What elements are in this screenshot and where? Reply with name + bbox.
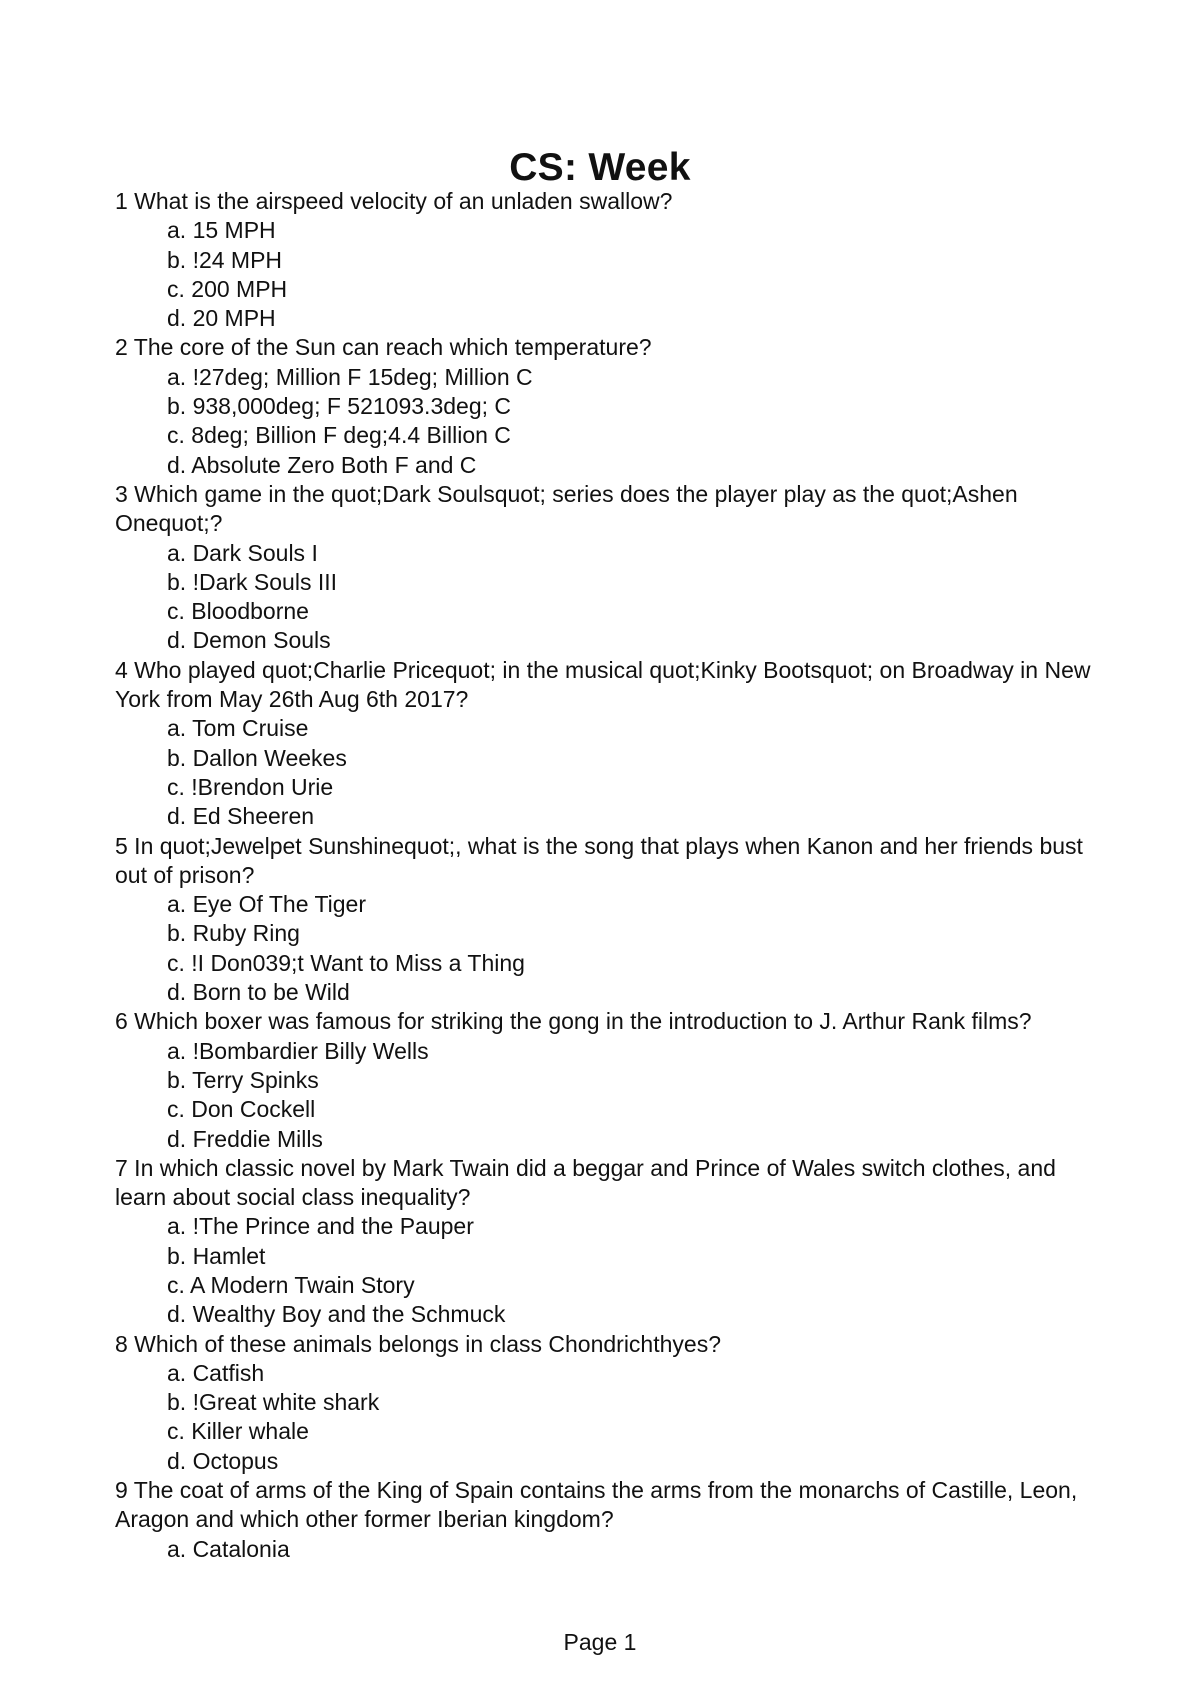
answer-option: a. Catfish xyxy=(167,1359,265,1386)
answer-options xyxy=(115,216,1095,333)
question-text: 7 In which classic novel by Mark Twain did a beggar and Prince of Wales switch clothes, and learn about social class inequality? xyxy=(115,1154,1056,1211)
question-8 xyxy=(115,1330,1095,1476)
answer-option: c. 8deg; Billion F deg;4.4 Billion C xyxy=(167,422,511,449)
answer-options xyxy=(115,363,1095,480)
answer-option: c. !Brendon Urie xyxy=(167,773,334,800)
question-9 xyxy=(115,1476,1095,1564)
question-6 xyxy=(115,1007,1095,1153)
answer-option: d. Demon Souls xyxy=(167,627,331,654)
page-number: Page 1 xyxy=(563,1629,637,1655)
question-text: 9 The coat of arms of the King of Spain contains the arms from the monarchs of Castille, Leon, Aragon and which other former Iberian kingdom? xyxy=(115,1477,1078,1533)
answer-option: d. Freddie Mills xyxy=(167,1125,323,1152)
answer-option: c. A Modern Twain Story xyxy=(167,1271,415,1298)
question-4 xyxy=(115,656,1095,832)
answer-option: a. Eye Of The Tiger xyxy=(167,891,367,918)
answer-option: c. Don Cockell xyxy=(167,1096,316,1123)
answer-option: c. Killer whale xyxy=(167,1418,309,1445)
answer-option: b. Ruby Ring xyxy=(167,920,300,947)
answer-option: b. Hamlet xyxy=(167,1242,266,1269)
answer-option: a. Dark Souls I xyxy=(167,539,318,566)
question-2 xyxy=(115,333,1095,479)
question-7 xyxy=(115,1154,1095,1330)
answer-option: a. 15 MPH xyxy=(167,217,276,244)
answer-option: d. Wealthy Boy and the Schmuck xyxy=(167,1301,506,1328)
answer-options xyxy=(115,1037,1095,1154)
answer-option: b. 938,000deg; F 521093.3deg; C xyxy=(167,393,512,420)
question-text: 1 What is the airspeed velocity of an unladen swallow? xyxy=(115,188,673,214)
question-text: 8 Which of these animals belongs in class Chondrichthyes? xyxy=(115,1330,721,1357)
answer-option: d. Octopus xyxy=(167,1447,279,1474)
answer-option: a. !Bombardier Billy Wells xyxy=(167,1037,429,1064)
question-list xyxy=(115,187,1095,1564)
question-text: 6 Which boxer was famous for striking the gong in the introduction to J. Arthur Rank films? xyxy=(115,1008,1032,1035)
answer-option: c. 200 MPH xyxy=(167,275,288,302)
question-text: 2 The core of the Sun can reach which temperature? xyxy=(115,334,652,361)
answer-options xyxy=(115,539,1095,656)
answer-options xyxy=(115,890,1095,1007)
answer-option: c. Bloodborne xyxy=(167,598,309,625)
question-5 xyxy=(115,832,1095,1008)
answer-option: b. !24 MPH xyxy=(167,246,283,273)
answer-options xyxy=(115,1535,1095,1564)
answer-option: b. Terry Spinks xyxy=(167,1066,319,1093)
question-text: 5 In quot;Jewelpet Sunshinequot;, what is the song that plays when Kanon and her friends bust out of prison? xyxy=(115,832,1083,888)
question-text: 3 Which game in the quot;Dark Soulsquot; series does the player play as the quot;Ashen Onequot;? xyxy=(115,480,1018,537)
answer-option: d. 20 MPH xyxy=(167,305,276,332)
question-3 xyxy=(115,480,1095,656)
answer-option: c. !I Don039;t Want to Miss a Thing xyxy=(167,949,525,976)
answer-options xyxy=(115,1212,1095,1329)
answer-option: d. Ed Sheeren xyxy=(167,803,315,830)
answer-options xyxy=(115,714,1095,831)
answer-options xyxy=(115,1359,1095,1476)
answer-option: b. !Dark Souls III xyxy=(167,568,338,595)
answer-option: d. Born to be Wild xyxy=(167,979,350,1006)
answer-option: d. Absolute Zero Both F and C xyxy=(167,451,477,478)
answer-option: a. !The Prince and the Pauper xyxy=(167,1213,474,1240)
answer-option: a. !27deg; Million F 15deg; Million C xyxy=(167,363,533,390)
answer-option: a. Catalonia xyxy=(167,1535,290,1562)
question-1 xyxy=(115,187,1095,333)
answer-option: b. !Great white shark xyxy=(167,1389,380,1416)
page-title: CS: Week xyxy=(509,146,691,190)
answer-option: a. Tom Cruise xyxy=(167,715,309,742)
question-text: 4 Who played quot;Charlie Pricequot; in the musical quot;Kinky Bootsquot; on Broadway in New York from May 26th Aug 6th 2017? xyxy=(115,656,1091,713)
answer-option: b. Dallon Weekes xyxy=(167,744,347,771)
